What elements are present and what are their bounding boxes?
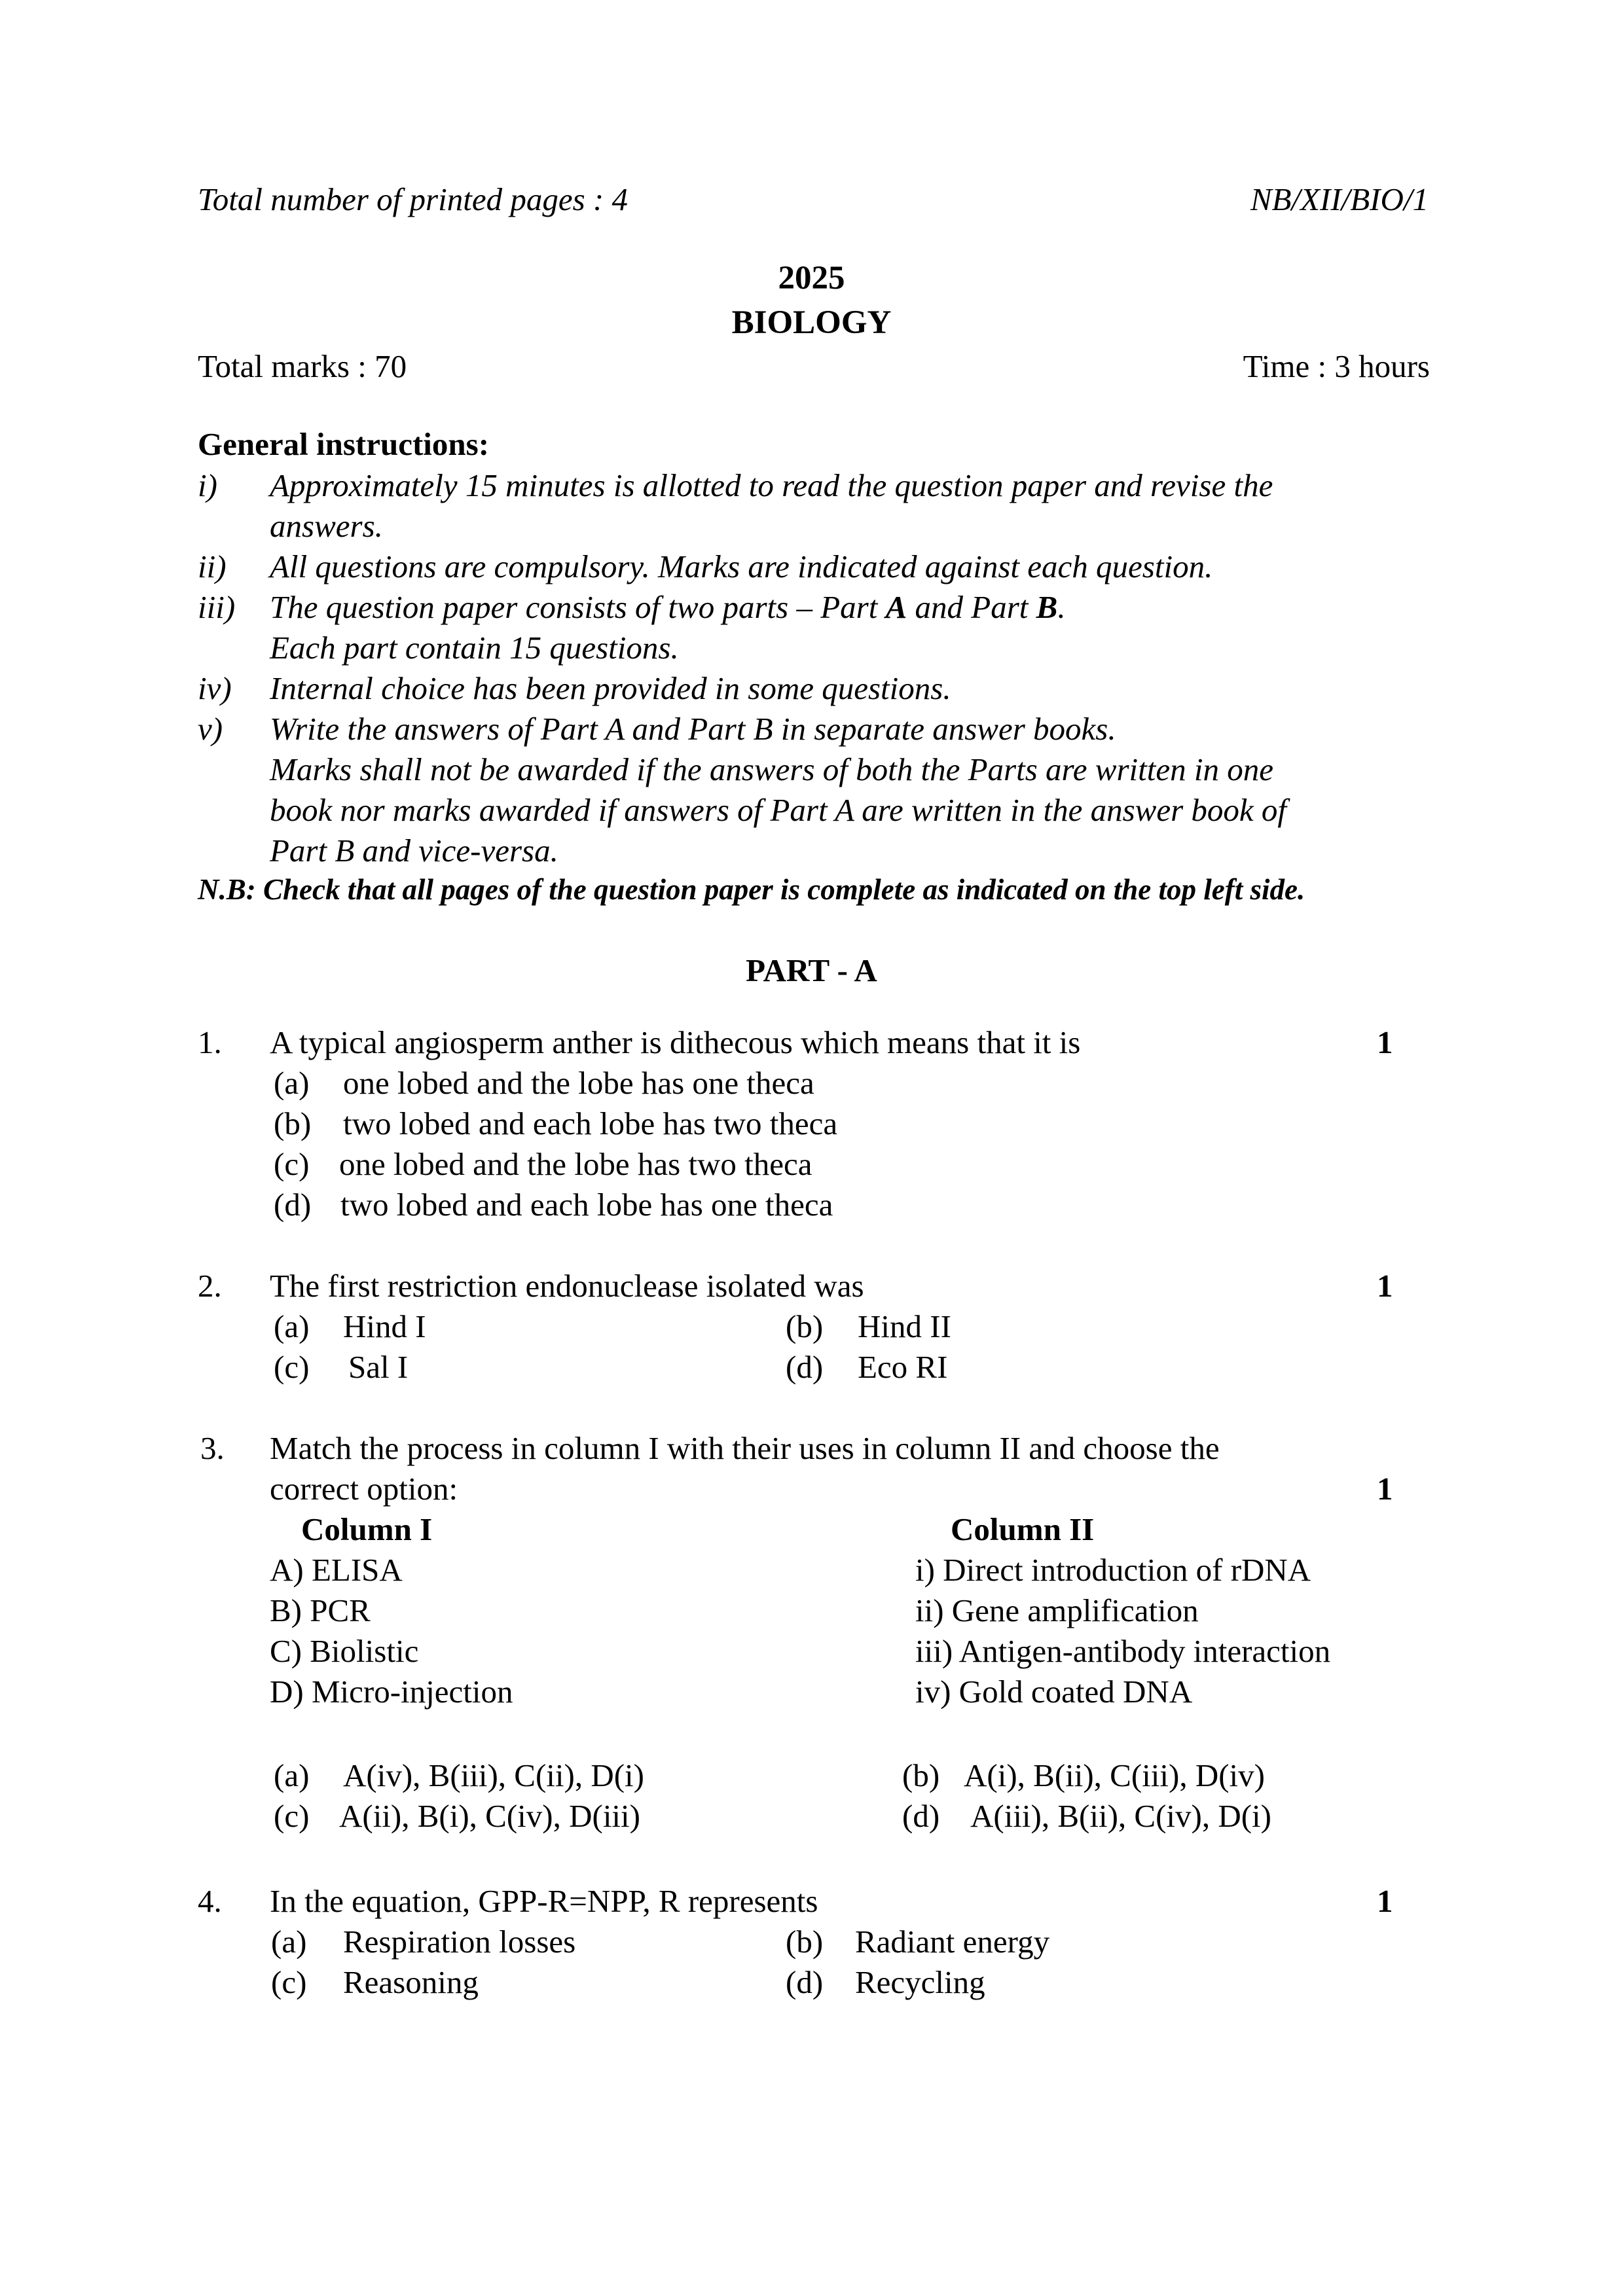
option-label: (d) (902, 1798, 940, 1834)
option-label: (c) (274, 1349, 310, 1385)
exam-year: 2025 (778, 260, 845, 296)
instruction-text: Marks shall not be awarded if the answers of both the Parts are written in one (270, 751, 1273, 787)
instruction-number: ii) (198, 548, 227, 584)
instruction-number: v) (198, 711, 223, 747)
column-ii-item: ii) Gene amplification (915, 1592, 1199, 1628)
column-ii-item: i) Direct introduction of rDNA (915, 1552, 1311, 1588)
nb-note: N.B: Check that all pages of the question paper is complete as indicated on the top left side. (198, 873, 1305, 906)
option-text: A(iv), B(iii), C(ii), D(i) (343, 1757, 644, 1793)
option-text: Sal I (348, 1349, 409, 1385)
question-number: 2. (198, 1268, 222, 1304)
subject-title: BIOLOGY (731, 304, 892, 341)
option-label: (b) (786, 1308, 824, 1344)
option-label: (c) (274, 1798, 310, 1834)
option-label: (b) (902, 1757, 940, 1793)
instructions-heading: General instructions: (198, 426, 490, 462)
column-i-item: D) Micro-injection (270, 1674, 513, 1710)
option-label: (c) (274, 1146, 310, 1182)
instruction-number: iv) (198, 670, 232, 706)
question-number: 3. (200, 1430, 225, 1466)
option-text: A(iii), B(ii), C(iv), D(i) (970, 1798, 1271, 1834)
option-text: two lobed and each lobe has two theca (343, 1105, 838, 1141)
question-text: The first restriction endonuclease isolated was (270, 1268, 864, 1304)
option-text: one lobed and the lobe has two theca (339, 1146, 812, 1182)
time-allowed: Time : 3 hours (1243, 348, 1430, 384)
paper-code: NB/XII/BIO/1 (1250, 181, 1429, 217)
option-text: Radiant energy (855, 1924, 1050, 1960)
option-label: (b) (786, 1924, 824, 1960)
instruction-text: All questions are compulsory. Marks are indicated against each question. (270, 548, 1213, 584)
question-text: In the equation, GPP-R=NPP, R represents (270, 1883, 818, 1919)
pages-info: Total number of printed pages : 4 (198, 181, 628, 217)
total-marks: Total marks : 70 (198, 348, 407, 384)
instruction-text: Part B and vice-versa. (270, 833, 558, 869)
question-text: correct option: (270, 1471, 458, 1507)
option-label: (d) (274, 1187, 312, 1223)
question-text: Match the process in column I with their uses in column II and choose the (270, 1430, 1220, 1466)
instruction-text: The question paper consists of two parts – Part A and Part B. (270, 589, 1066, 625)
instruction-number: i) (198, 467, 217, 503)
instruction-text: book nor marks awarded if answers of Part A are written in the answer book of (270, 792, 1287, 828)
column-i-header: Column I (301, 1511, 433, 1547)
option-label: (b) (274, 1105, 312, 1141)
column-ii-header: Column II (951, 1511, 1095, 1547)
option-text: Hind I (343, 1308, 426, 1344)
option-label: (c) (271, 1964, 307, 2000)
option-text: two lobed and each lobe has one theca (340, 1187, 833, 1223)
option-text: A(ii), B(i), C(iv), D(iii) (339, 1798, 640, 1834)
column-ii-item: iii) Antigen-antibody interaction (915, 1633, 1331, 1669)
option-label: (d) (786, 1349, 824, 1385)
question-marks: 1 (1377, 1883, 1393, 1919)
option-label: (a) (274, 1308, 310, 1344)
instruction-text: Write the answers of Part A and Part B in separate answer books. (270, 711, 1116, 747)
question-number: 4. (198, 1883, 222, 1919)
option-text: Recycling (855, 1964, 985, 2000)
instruction-text: Each part contain 15 questions. (270, 630, 679, 666)
question-text: A typical angiosperm anther is dithecous which means that it is (270, 1024, 1081, 1060)
column-i-item: C) Biolistic (270, 1633, 419, 1669)
option-text: Hind II (858, 1308, 951, 1344)
question-number: 1. (198, 1024, 222, 1060)
column-i-item: B) PCR (270, 1592, 371, 1628)
option-text: Reasoning (343, 1964, 479, 2000)
instruction-text: Internal choice has been provided in some questions. (270, 670, 951, 706)
option-label: (a) (274, 1065, 310, 1101)
instruction-text: Approximately 15 minutes is allotted to read the question paper and revise the (270, 467, 1273, 503)
option-label: (a) (274, 1757, 310, 1793)
column-i-item: A) ELISA (270, 1552, 403, 1588)
instruction-number: iii) (198, 589, 236, 625)
question-marks: 1 (1377, 1471, 1393, 1507)
option-text: one lobed and the lobe has one theca (343, 1065, 814, 1101)
option-text: A(i), B(ii), C(iii), D(iv) (964, 1757, 1265, 1793)
question-marks: 1 (1377, 1268, 1393, 1304)
question-marks: 1 (1377, 1024, 1393, 1060)
option-label: (a) (271, 1924, 307, 1960)
option-label: (d) (786, 1964, 824, 2000)
option-text: Eco RI (858, 1349, 948, 1385)
part-a-title: PART - A (746, 952, 877, 988)
instruction-text: answers. (270, 508, 383, 544)
column-ii-item: iv) Gold coated DNA (915, 1674, 1193, 1710)
option-text: Respiration losses (343, 1924, 576, 1960)
